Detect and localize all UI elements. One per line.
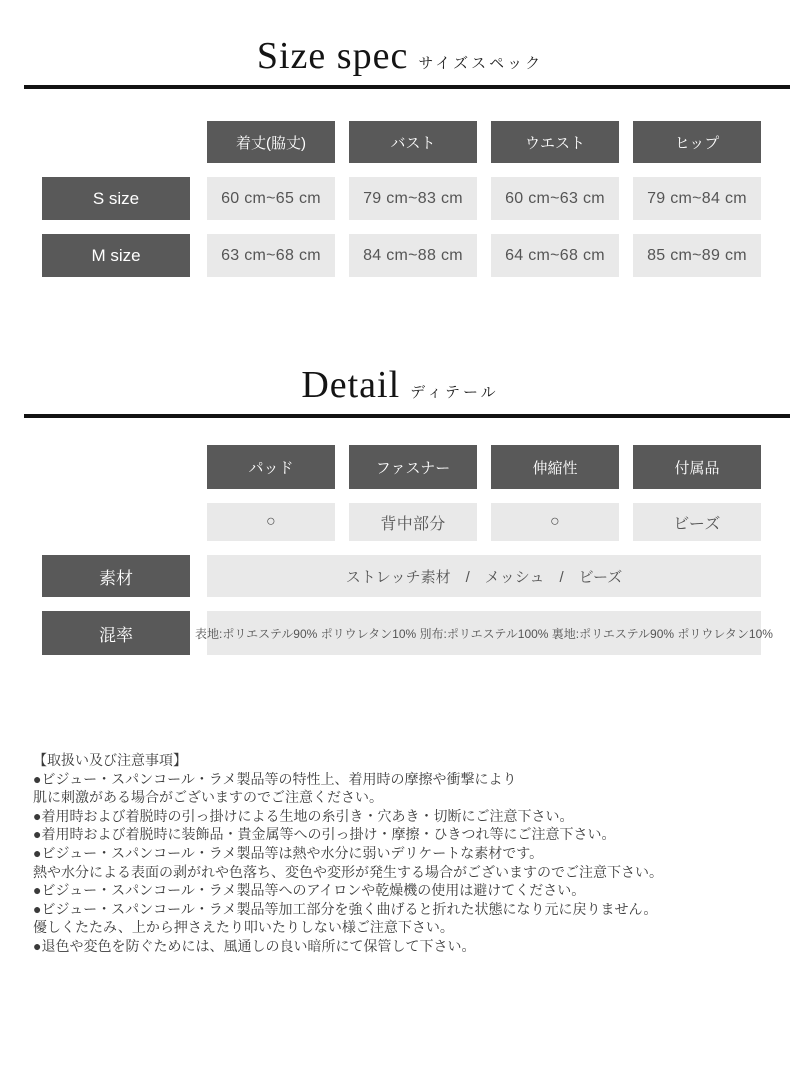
size-s-length-value: 60 cm~65 cm	[207, 177, 335, 220]
notice-line: ●ビジュー・スパンコール・ラメ製品等加工部分を強く曲げると折れた状態になり元に戻りません。	[33, 900, 658, 917]
detail-pad-value: ○	[207, 503, 335, 541]
detail-title-en: Detail	[301, 364, 401, 406]
size-row-label-m: M size	[42, 234, 190, 277]
notice-line: ●ビジュー・スパンコール・ラメ製品等へのアイロンや乾燥機の使用は避けてください。	[33, 882, 586, 899]
size-column-header-hip: ヒップ	[633, 121, 761, 163]
size-table	[0, 121, 800, 277]
size-column-header-length: 着丈(脇丈)	[207, 121, 335, 163]
size-table-row-m	[42, 234, 800, 277]
notice-line: ●ビジュー・スパンコール・ラメ製品等の特性上、着用時の摩擦や衝撃により	[33, 770, 517, 787]
notice-line: 肌に刺激がある場合がございますのでご注意ください。	[33, 789, 383, 806]
size-spec-divider	[24, 85, 790, 89]
size-column-header-waist: ウエスト	[491, 121, 619, 163]
mixture-row	[42, 611, 800, 655]
detail-divider	[24, 414, 790, 418]
material-label: 素材	[42, 555, 190, 597]
detail-table-values-row	[42, 503, 800, 541]
detail-column-header-fastener: ファスナー	[349, 445, 477, 489]
detail-table-header-row	[42, 445, 800, 489]
detail-table	[0, 445, 800, 655]
notice-line: ●退色や変色を防ぐためには、風通しの良い暗所にて保管して下さい。	[33, 937, 476, 954]
notice-line: 優しくたたみ、上から押さえたり叩いたりしない様ご注意下さい。	[33, 919, 454, 936]
notice-line: ●着用時および着脱時の引っ掛けによる生地の糸引き・穴あき・切断にご注意下さい。	[33, 807, 574, 824]
size-spec-title-ja: サイズスペック	[418, 55, 544, 72]
notice-line: 熱や水分による表面の剥がれや色落ち、変色や変形が発生する場合がございますのでご注意下さい。	[33, 863, 663, 880]
notice-heading: 【取扱い及び注意事項】	[33, 752, 187, 768]
mixture-value: 表地:ポリエステル90% ポリウレタン10% 別布:ポリエステル100% 裏地:ポリエステル90% ポリウレタン10%	[207, 611, 761, 655]
detail-title-ja: ディテール	[410, 384, 499, 401]
detail-accessory-value: ビーズ	[633, 503, 761, 541]
detail-stretch-value: ○	[491, 503, 619, 541]
size-table-row-s	[42, 177, 800, 220]
material-row	[42, 555, 800, 597]
mixture-label: 混率	[42, 611, 190, 655]
detail-column-header-pad: パッド	[207, 445, 335, 489]
detail-column-header-stretch: 伸縮性	[491, 445, 619, 489]
notice-line: ●着用時および着脱時に装飾品・貴金属等への引っ掛け・摩擦・ひきつれ等にご注意下さい。	[33, 826, 616, 843]
detail-table-values-spacer	[42, 503, 190, 541]
material-value: ストレッチ素材 / メッシュ / ビーズ	[207, 555, 761, 597]
size-column-header-bust: バスト	[349, 121, 477, 163]
size-m-bust-value: 84 cm~88 cm	[349, 234, 477, 277]
size-s-hip-value: 79 cm~84 cm	[633, 177, 761, 220]
notice-line: ●ビジュー・スパンコール・ラメ製品等は熱や水分に弱いデリケートな素材です。	[33, 844, 544, 861]
detail-column-header-accessory: 付属品	[633, 445, 761, 489]
handling-notice	[33, 751, 780, 956]
size-row-label-s: S size	[42, 177, 190, 220]
size-s-waist-value: 60 cm~63 cm	[491, 177, 619, 220]
detail-title	[0, 277, 800, 407]
size-spec-title	[0, 0, 800, 78]
detail-table-header-spacer	[42, 445, 190, 489]
size-spec-title-en: Size spec	[256, 35, 409, 77]
size-table-header-row	[42, 121, 800, 163]
detail-fastener-value: 背中部分	[349, 503, 477, 541]
size-m-hip-value: 85 cm~89 cm	[633, 234, 761, 277]
size-m-length-value: 63 cm~68 cm	[207, 234, 335, 277]
size-m-waist-value: 64 cm~68 cm	[491, 234, 619, 277]
size-s-bust-value: 79 cm~83 cm	[349, 177, 477, 220]
size-table-header-spacer	[42, 121, 190, 163]
